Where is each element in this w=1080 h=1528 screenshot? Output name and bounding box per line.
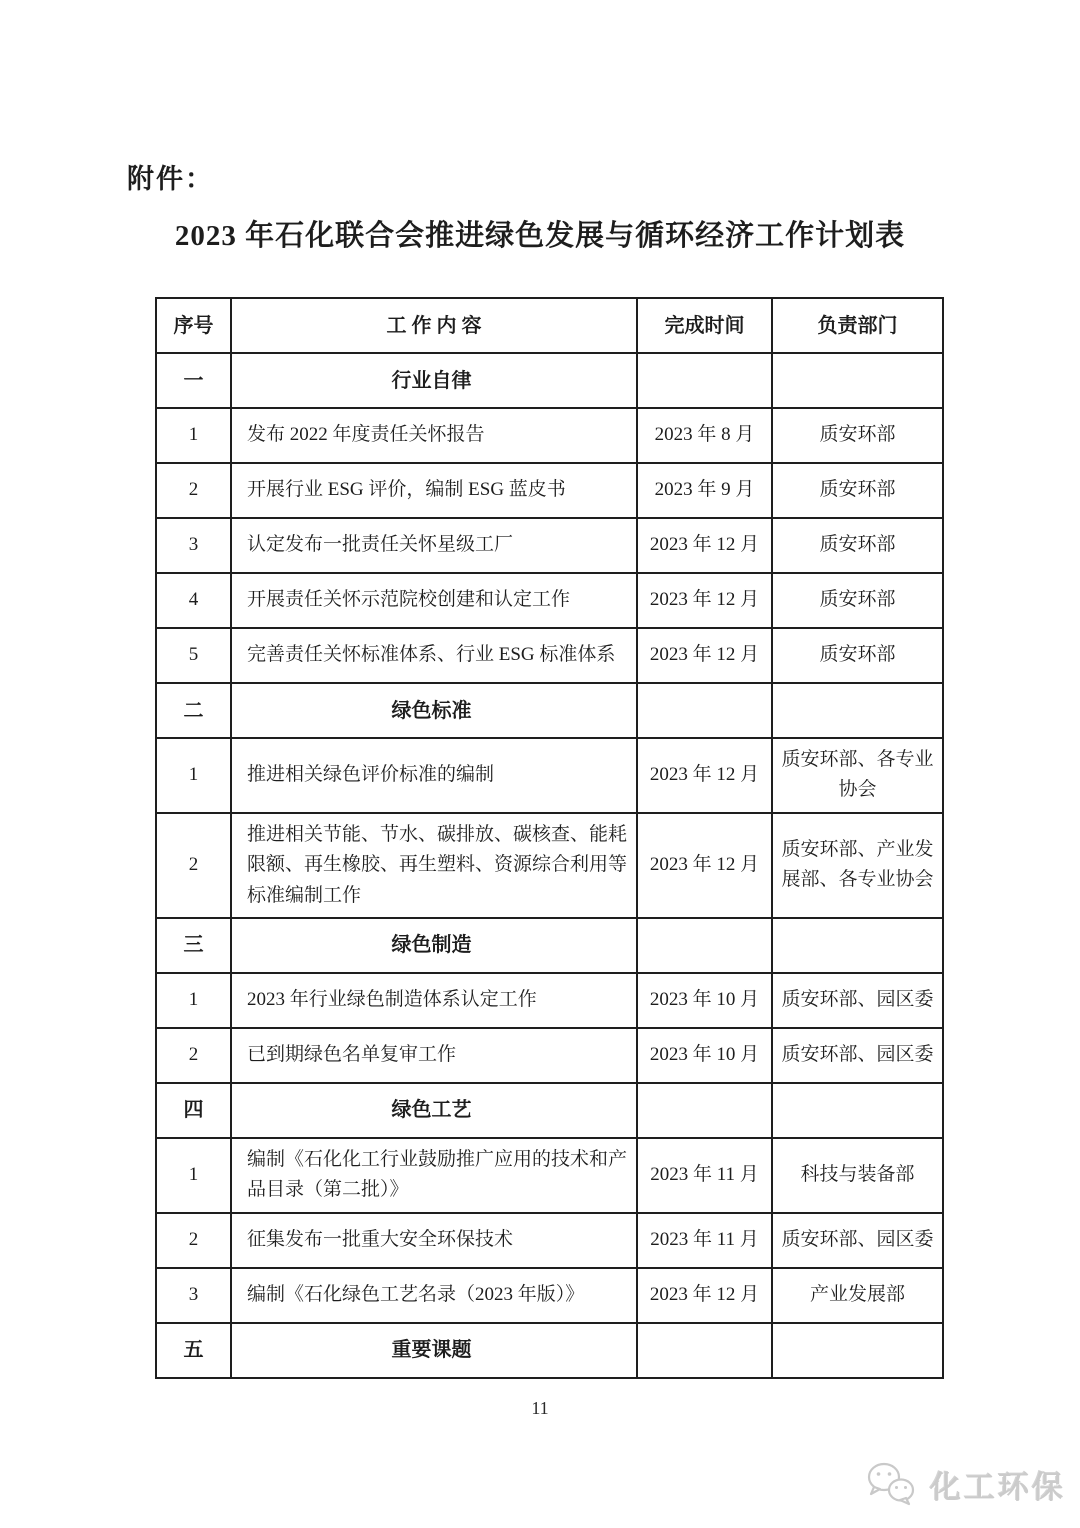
cell-no: 1 [156,408,231,463]
cell-content: 完善责任关怀标准体系、行业 ESG 标准体系 [231,628,637,683]
cell-time: 2023 年 11 月 [637,1213,772,1268]
watermark [864,1460,1066,1508]
cell-no: 五 [156,1323,231,1378]
cell-no: 2 [156,1213,231,1268]
cell-content: 绿色工艺 [231,1083,637,1138]
cell-time: 2023 年 12 月 [637,518,772,573]
cell-no: 2 [156,1028,231,1083]
cell-content: 开展责任关怀示范院校创建和认定工作 [231,573,637,628]
cell-dept: 产业发展部 [772,1268,943,1323]
cell-no: 4 [156,573,231,628]
table-header-row [156,298,943,353]
section-row [156,1323,943,1378]
column-header-3: 负责部门 [772,298,943,353]
cell-dept [772,683,943,738]
table-row [156,1028,943,1083]
cell-time: 2023 年 12 月 [637,628,772,683]
cell-time: 2023 年 9 月 [637,463,772,518]
cell-dept: 质安环部 [772,573,943,628]
cell-time [637,353,772,408]
section-row [156,353,943,408]
table-row [156,408,943,463]
table-row [156,573,943,628]
cell-content: 2023 年行业绿色制造体系认定工作 [231,973,637,1028]
cell-content: 编制《石化化工行业鼓励推广应用的技术和产品目录（第二批）》 [231,1138,637,1213]
cell-dept: 质安环部 [772,408,943,463]
cell-dept: 质安环部、园区委 [772,973,943,1028]
cell-no: 3 [156,518,231,573]
table-row [156,518,943,573]
table-row [156,1138,943,1213]
cell-content: 行业自律 [231,353,637,408]
table-row [156,813,943,918]
table-row [156,1268,943,1323]
table-row [156,1213,943,1268]
cell-dept [772,918,943,973]
page-number: 11 [531,1398,549,1418]
cell-dept: 质安环部 [772,463,943,518]
cell-time: 2023 年 12 月 [637,813,772,918]
cell-no: 3 [156,1268,231,1323]
column-header-0: 序号 [156,298,231,353]
cell-dept [772,1083,943,1138]
cell-time: 2023 年 11 月 [637,1138,772,1213]
cell-time [637,918,772,973]
wechat-bubbles-icon [864,1460,920,1508]
table-row [156,738,943,813]
cell-time: 2023 年 8 月 [637,408,772,463]
attachment-label: 附件： [127,164,214,194]
cell-dept [772,1323,943,1378]
cell-dept: 质安环部、园区委 [772,1028,943,1083]
cell-no: 1 [156,738,231,813]
work-plan-table [155,297,944,1379]
cell-dept: 质安环部、产业发展部、各专业协会 [772,813,943,918]
cell-content: 发布 2022 年度责任关怀报告 [231,408,637,463]
cell-time [637,1323,772,1378]
cell-content: 推进相关绿色评价标准的编制 [231,738,637,813]
column-header-2: 完成时间 [637,298,772,353]
cell-no: 5 [156,628,231,683]
table-row [156,628,943,683]
cell-dept [772,353,943,408]
cell-content: 征集发布一批重大安全环保技术 [231,1213,637,1268]
cell-no: 1 [156,1138,231,1213]
cell-no: 一 [156,353,231,408]
page-title: 2023 年石化联合会推进绿色发展与循环经济工作计划表 [174,220,906,252]
table-row [156,463,943,518]
cell-time: 2023 年 10 月 [637,1028,772,1083]
cell-content: 绿色标准 [231,683,637,738]
cell-dept: 质安环部 [772,518,943,573]
column-header-1: 工 作 内 容 [231,298,637,353]
cell-time: 2023 年 10 月 [637,973,772,1028]
cell-no: 1 [156,973,231,1028]
cell-content: 重要课题 [231,1323,637,1378]
cell-no: 三 [156,918,231,973]
cell-content: 推进相关节能、节水、碳排放、碳核查、能耗限额、再生橡胶、再生塑料、资源综合利用等标准编制工作 [231,813,637,918]
section-row [156,683,943,738]
section-row [156,918,943,973]
cell-no: 二 [156,683,231,738]
cell-content: 开展行业 ESG 评价，编制 ESG 蓝皮书 [231,463,637,518]
section-row [156,1083,943,1138]
cell-no: 四 [156,1083,231,1138]
watermark-text: 化工环保 [930,1469,1066,1505]
cell-time: 2023 年 12 月 [637,1268,772,1323]
cell-time [637,1083,772,1138]
cell-content: 认定发布一批责任关怀星级工厂 [231,518,637,573]
cell-dept: 质安环部 [772,628,943,683]
cell-dept: 科技与装备部 [772,1138,943,1213]
cell-time: 2023 年 12 月 [637,738,772,813]
cell-content: 编制《石化绿色工艺名录（2023 年版）》 [231,1268,637,1323]
cell-content: 已到期绿色名单复审工作 [231,1028,637,1083]
cell-time: 2023 年 12 月 [637,573,772,628]
table-row [156,973,943,1028]
cell-dept: 质安环部、园区委 [772,1213,943,1268]
cell-time [637,683,772,738]
cell-dept: 质安环部、各专业协会 [772,738,943,813]
cell-content: 绿色制造 [231,918,637,973]
cell-no: 2 [156,463,231,518]
cell-no: 2 [156,813,231,918]
